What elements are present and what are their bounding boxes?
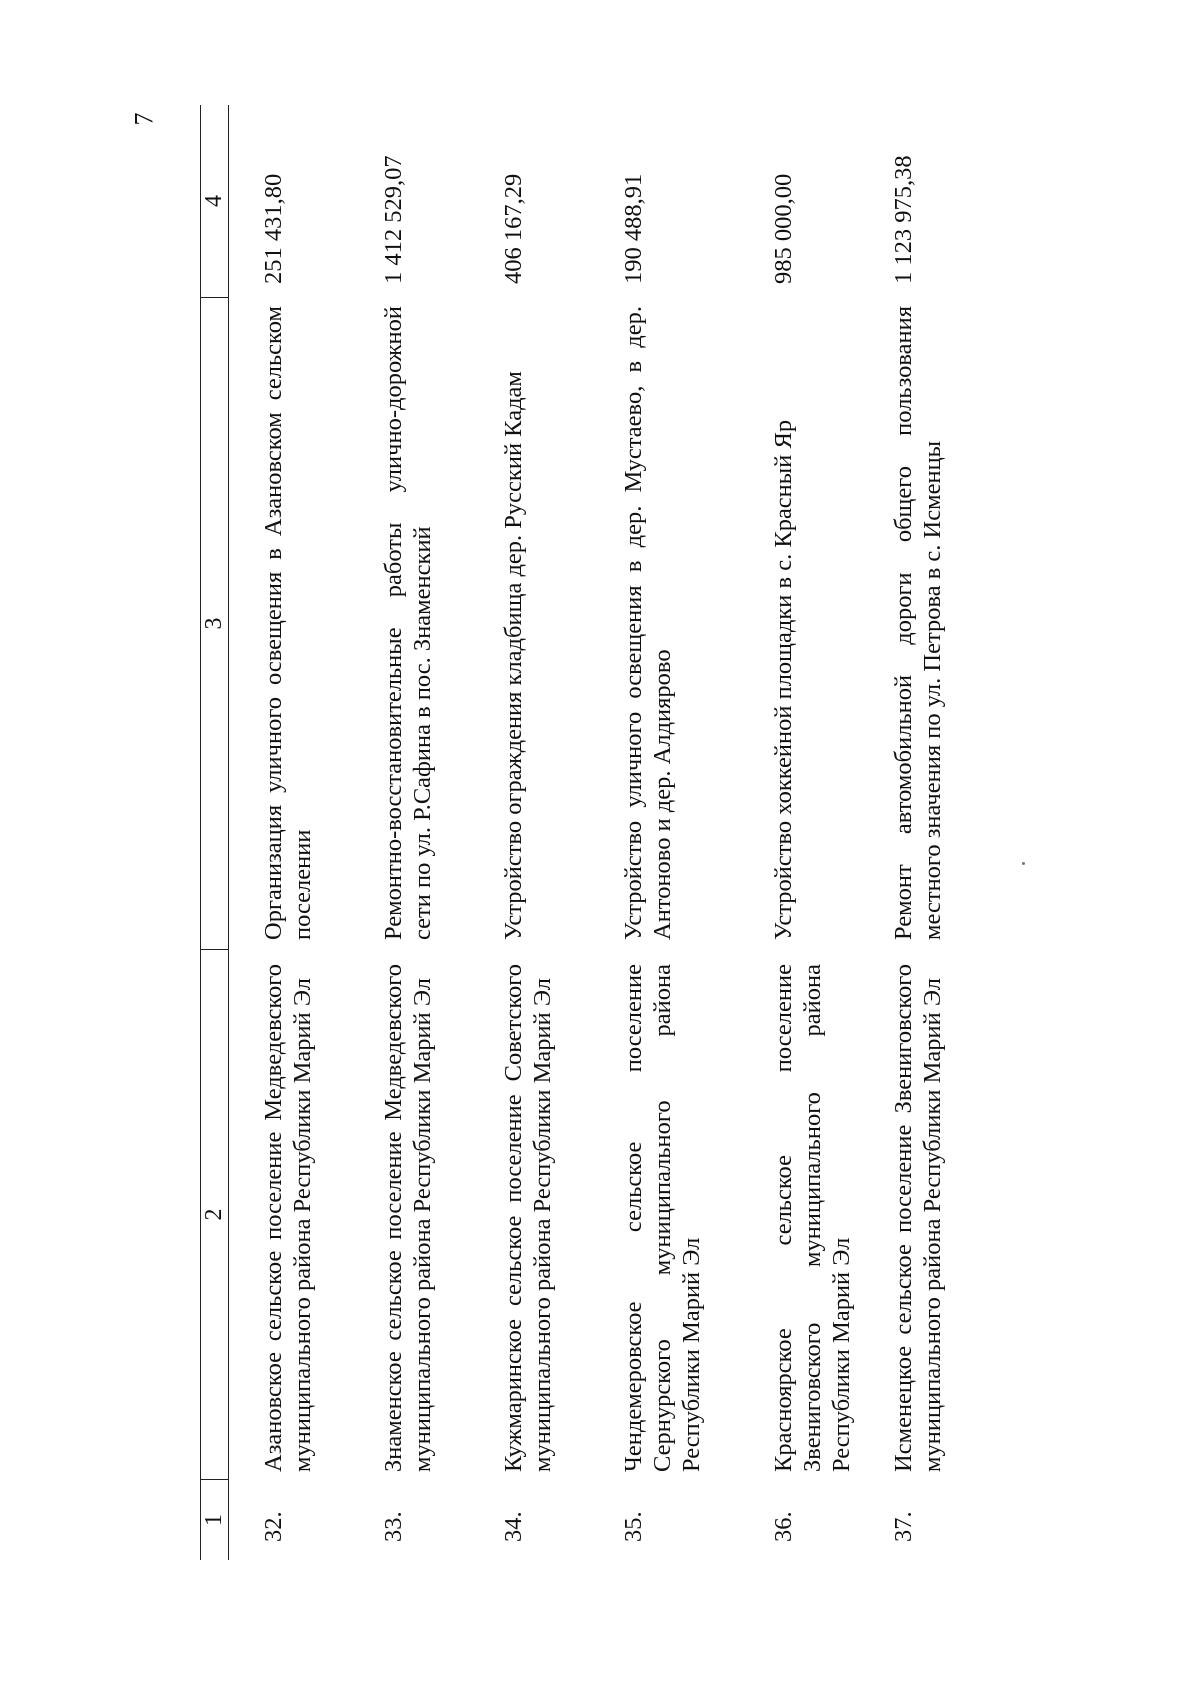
table-row bbox=[619, 105, 739, 1560]
header-col-1: 1 bbox=[201, 1514, 227, 1526]
row-number: 32. bbox=[260, 1511, 287, 1542]
project-description: Устройство хоккейной площадки в с. Красный Яр bbox=[770, 419, 797, 940]
settlement-name: Исменецкое сельское поселение Звениговского муниципального района Республики Марий Эл bbox=[890, 964, 946, 1472]
header-col-4: 4 bbox=[201, 105, 228, 298]
amount: 406 167,29 bbox=[500, 173, 527, 284]
table-row bbox=[889, 105, 979, 1560]
table-row bbox=[259, 105, 349, 1560]
amount: 1 123 975,38 bbox=[890, 155, 917, 284]
settlement-name: Кужмаринское сельское поселение Советского муниципального района Республики Марий Эл bbox=[500, 964, 556, 1472]
settlement-name: Чендемеровское сельское поселение Сернурского муниципального района Республики Марий Эл bbox=[620, 964, 705, 1472]
row-number: 35. bbox=[620, 1511, 647, 1542]
header-col-2: 2 bbox=[201, 950, 228, 1480]
project-description: Организация уличного освещения в Азановском сельском поселении bbox=[260, 306, 316, 940]
project-description: Ремонт автомобильной дороги общего пользования местного значения по ул. Петрова в с. Исменцы bbox=[890, 306, 946, 940]
allocation-table bbox=[200, 105, 1020, 1560]
row-number: 37. bbox=[890, 1511, 917, 1542]
settlement-name: Знаменское сельское поселение Медведевского муниципального района Республики Марий Эл bbox=[380, 964, 436, 1472]
table-header-row bbox=[200, 105, 229, 1560]
project-description: Ремонтно-восстановительные работы улично-дорожной сети по ул. Р.Сафина в пос. Знаменский bbox=[380, 306, 436, 940]
table-row bbox=[769, 105, 859, 1560]
header-col-3: 3 bbox=[201, 298, 228, 950]
page-number: 7 bbox=[129, 112, 159, 126]
row-number: 33. bbox=[380, 1511, 407, 1542]
project-description: Устройство ограждения кладбища дер. Русский Кадам bbox=[500, 371, 527, 940]
table-row bbox=[379, 105, 469, 1560]
settlement-name: Азановское сельское поселение Медведевского муниципального района Республики Марий Эл bbox=[260, 964, 316, 1472]
table-body bbox=[229, 105, 979, 1560]
row-number: 34. bbox=[500, 1511, 527, 1542]
amount: 1 412 529,07 bbox=[380, 155, 407, 284]
table-row bbox=[499, 105, 589, 1560]
scan-speck bbox=[1022, 862, 1025, 865]
project-description: Устройство уличного освещения в дер. Мустаево, в дер. Антоново и дер. Алдиярово bbox=[620, 306, 676, 940]
amount: 190 488,91 bbox=[620, 173, 647, 284]
amount: 251 431,80 bbox=[260, 173, 287, 284]
amount: 985 000,00 bbox=[770, 173, 797, 284]
settlement-name: Красноярское сельское поселение Звениговского муниципального района Республики Марий Эл bbox=[770, 964, 855, 1472]
row-number: 36. bbox=[770, 1511, 797, 1542]
